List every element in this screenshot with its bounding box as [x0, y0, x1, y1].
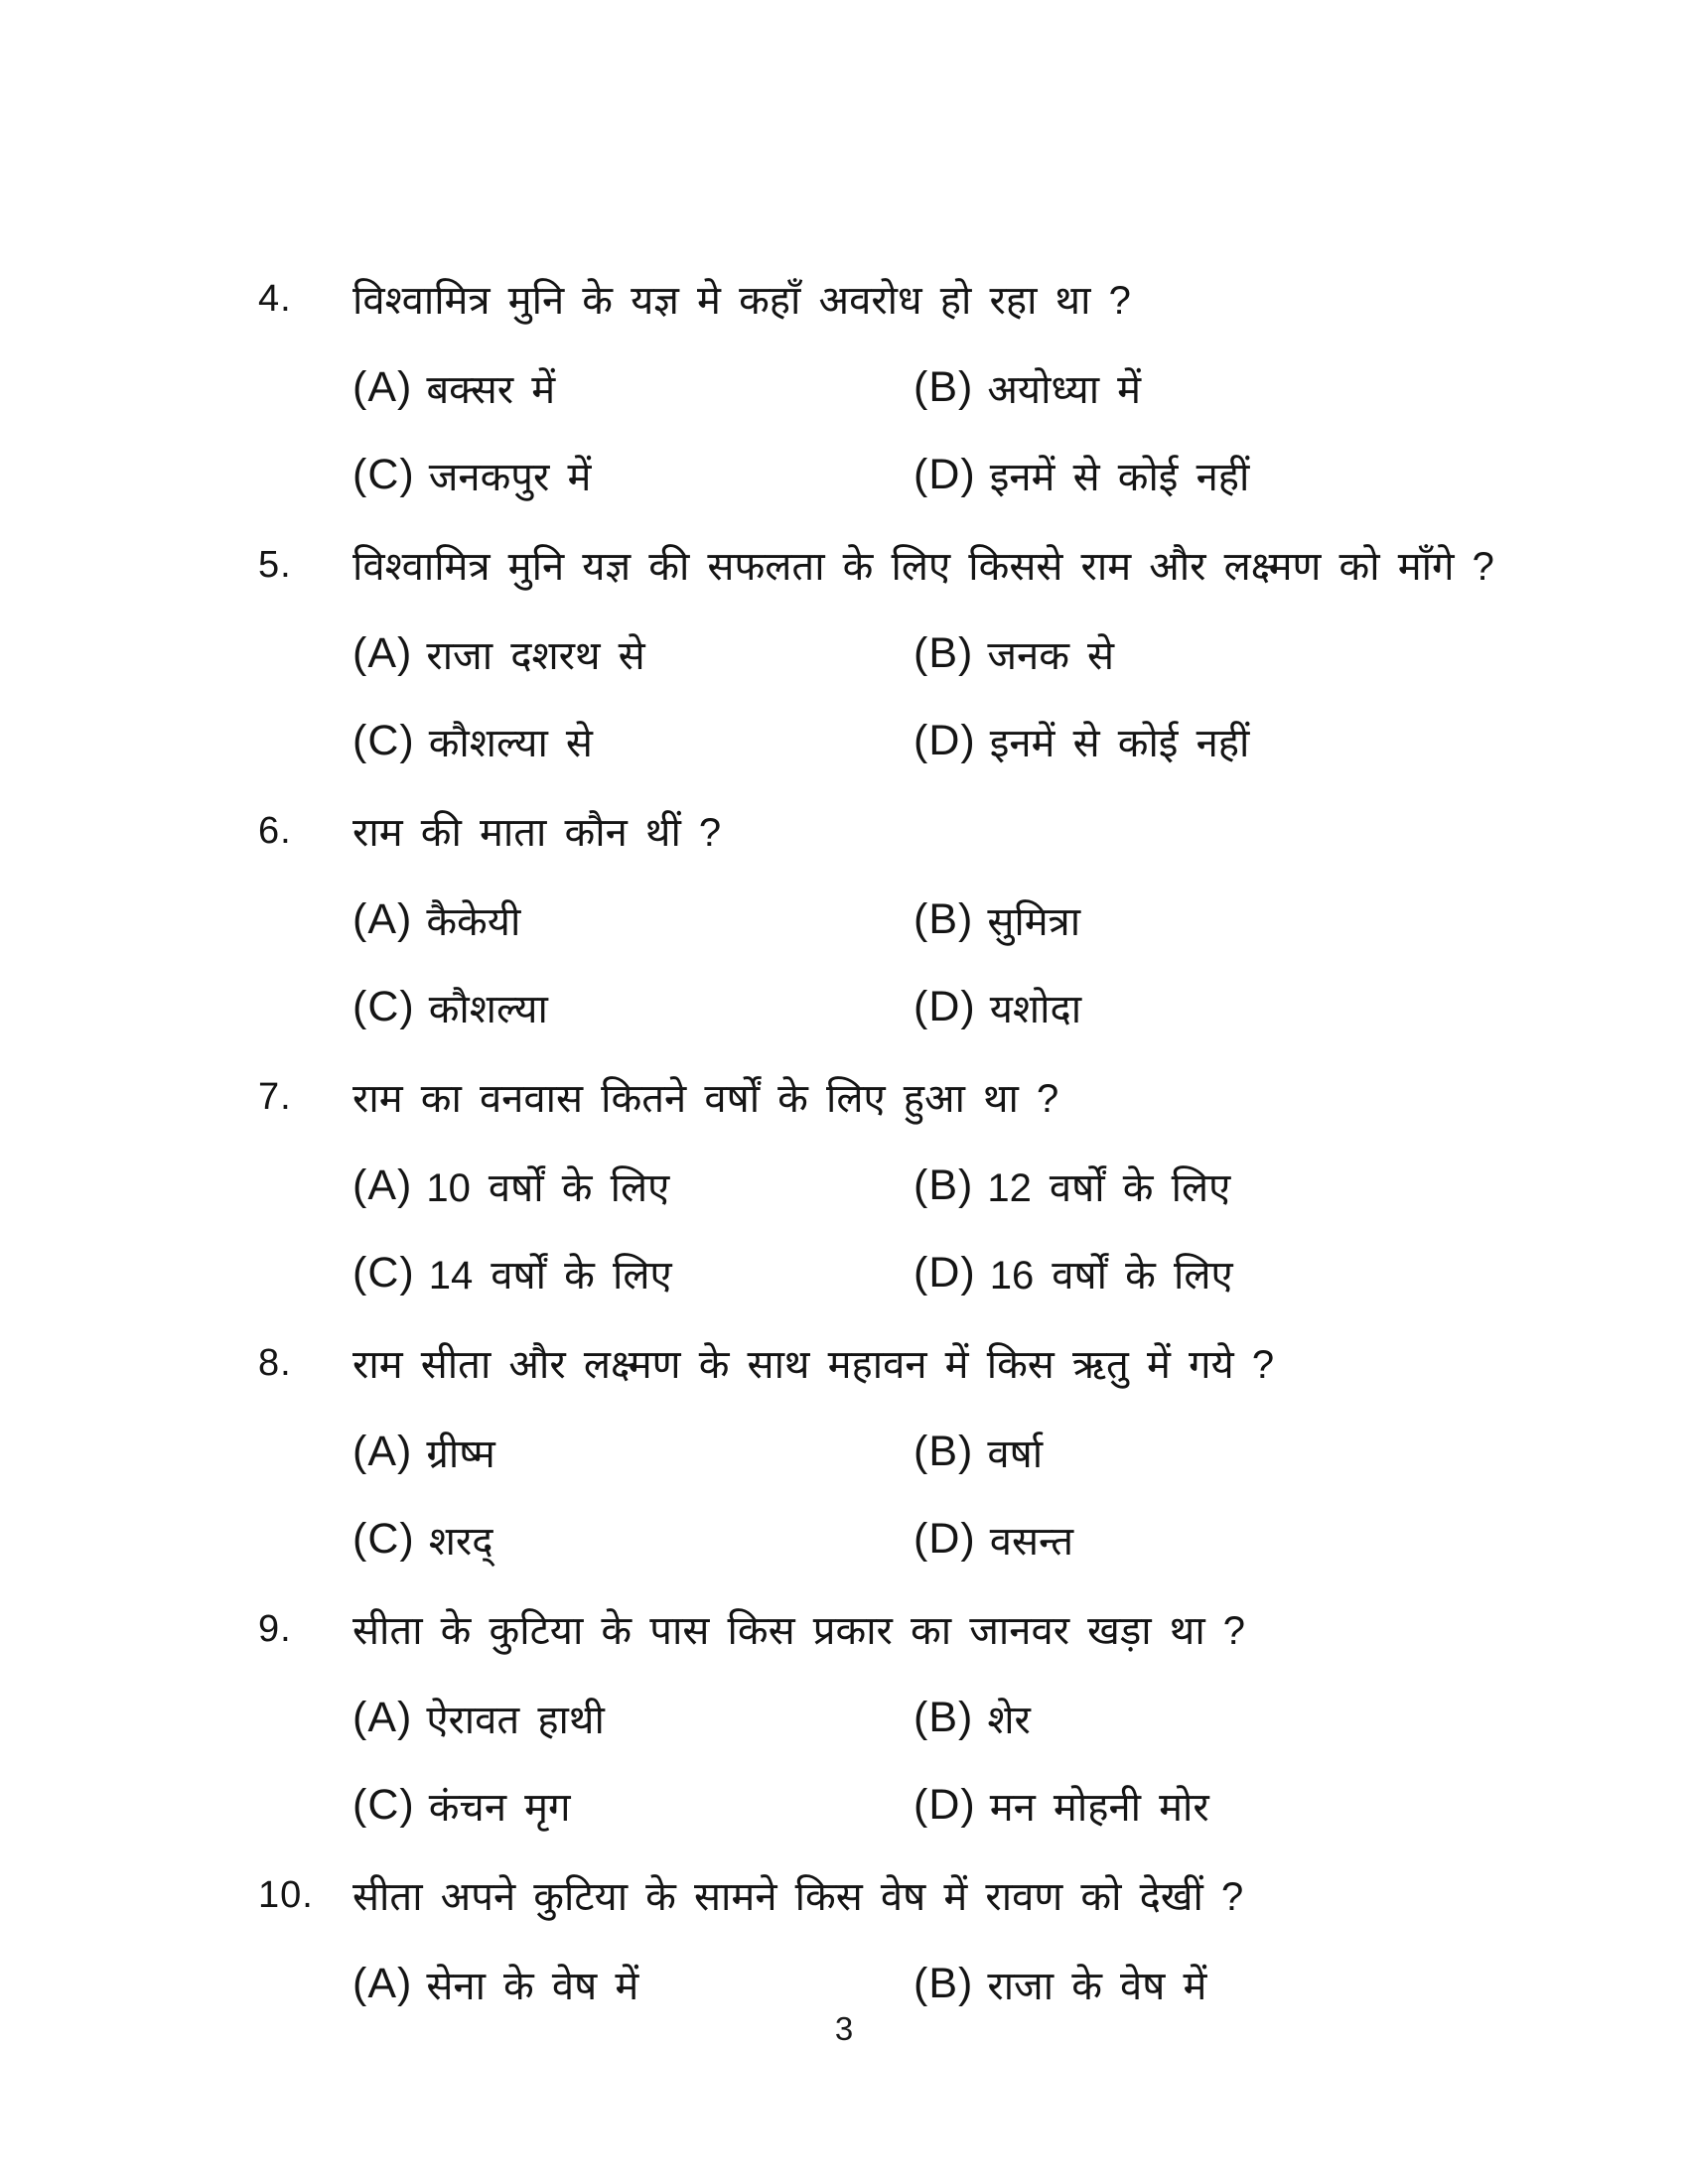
option-label: (A): [352, 1428, 413, 1475]
option-d: [914, 1251, 1569, 1338]
question-row: [258, 1342, 1569, 1430]
option-d: [914, 1783, 1569, 1870]
option-text: कौशल्या: [428, 988, 548, 1031]
option-label: (D): [914, 451, 976, 498]
page-footer: [0, 2010, 1688, 2048]
options-grid: [352, 1696, 1569, 1870]
question-row: [258, 1608, 1569, 1696]
option-text: वर्षा: [987, 1433, 1044, 1476]
question-number: 8.: [258, 1342, 292, 1384]
option-text: ग्रीष्म: [426, 1433, 495, 1476]
option-b: [914, 1163, 1569, 1251]
question-text: विश्वामित्र मुनि के यज्ञ मे कहाँ अवरोध हो रहा था ?: [352, 279, 1131, 323]
question-text: राम सीता और लक्ष्मण के साथ महावन में किस ऋतु में गये ?: [352, 1343, 1275, 1387]
options-grid: [352, 631, 1569, 806]
option-label: (C): [352, 1249, 415, 1297]
page-number: 3: [834, 2010, 854, 2047]
option-text: यशोदा: [989, 988, 1082, 1031]
question-block-7: [258, 1076, 1569, 1338]
option-b: [914, 631, 1569, 719]
options-grid: [352, 365, 1569, 540]
option-text: अयोध्या में: [987, 368, 1142, 412]
options-grid: [352, 1430, 1569, 1604]
question-text: सीता अपने कुटिया के सामने किस वेष में रावण को देखीं ?: [352, 1875, 1244, 1919]
question-block-9: [258, 1608, 1569, 1870]
option-label: (A): [352, 1960, 413, 2007]
options-grid: [352, 1163, 1569, 1338]
option-d: [914, 719, 1569, 806]
question-number: 5.: [258, 544, 292, 586]
option-label: (D): [914, 717, 976, 764]
option-label: (A): [352, 895, 413, 943]
question-row: [258, 1874, 1569, 1962]
question-text: विश्वामित्र मुनि यज्ञ की सफलता के लिए किससे राम और लक्ष्मण को माँगे ?: [352, 545, 1494, 589]
options-grid: [352, 897, 1569, 1072]
option-a: [352, 631, 914, 719]
option-c: [352, 719, 914, 806]
option-text: राजा के वेष में: [987, 1965, 1207, 2008]
question-row: [258, 1076, 1569, 1163]
question-block-5: [258, 544, 1569, 806]
question-number: 9.: [258, 1608, 292, 1650]
question-number: 6.: [258, 810, 292, 852]
option-label: (B): [914, 895, 974, 943]
question-row: [258, 544, 1569, 631]
question-row: [258, 810, 1569, 897]
question-block-6: [258, 810, 1569, 1072]
question-list: [258, 278, 1569, 2049]
option-text: सुमित्रा: [987, 900, 1081, 944]
option-c: [352, 1251, 914, 1338]
option-b: [914, 897, 1569, 985]
option-label: (C): [352, 717, 415, 764]
option-text: जनकपुर में: [428, 456, 592, 499]
option-label: (B): [914, 1960, 974, 2007]
option-text: कौशल्या से: [428, 722, 593, 765]
option-a: [352, 897, 914, 985]
option-text: राजा दशरथ से: [426, 634, 645, 678]
option-label: (D): [914, 1515, 976, 1563]
option-text: मन मोहनी मोर: [989, 1786, 1209, 1830]
option-text: शरद्: [428, 1520, 493, 1564]
option-text: ऐरावत हाथी: [426, 1699, 605, 1742]
option-text: इनमें से कोई नहीं: [989, 456, 1250, 499]
option-c: [352, 1517, 914, 1604]
question-text: सीता के कुटिया के पास किस प्रकार का जानवर खड़ा था ?: [352, 1609, 1246, 1653]
option-text: जनक से: [987, 634, 1115, 678]
option-label: (D): [914, 983, 976, 1030]
option-label: (B): [914, 363, 974, 411]
question-number: 7.: [258, 1076, 292, 1118]
option-text: कंचन मृग: [428, 1786, 571, 1830]
option-text: इनमें से कोई नहीं: [989, 722, 1250, 765]
option-text: सेना के वेष में: [426, 1965, 639, 2008]
option-label: (A): [352, 1161, 413, 1209]
option-b: [914, 1696, 1569, 1783]
question-block-4: [258, 278, 1569, 540]
question-block-8: [258, 1342, 1569, 1604]
option-c: [352, 985, 914, 1072]
question-number: 10.: [258, 1874, 314, 1916]
option-a: [352, 1163, 914, 1251]
option-text: कैकेयी: [426, 900, 521, 944]
option-label: (C): [352, 451, 415, 498]
option-d: [914, 1517, 1569, 1604]
option-label: (B): [914, 1694, 974, 1741]
option-label: (A): [352, 629, 413, 677]
question-number: 4.: [258, 278, 292, 320]
question-text: राम की माता कौन थीं ?: [352, 811, 722, 855]
option-d: [914, 453, 1569, 540]
option-label: (A): [352, 363, 413, 411]
option-d: [914, 985, 1569, 1072]
option-text: 10 वर्षों के लिए: [426, 1166, 670, 1210]
option-c: [352, 1783, 914, 1870]
option-label: (B): [914, 1161, 974, 1209]
option-text: 16 वर्षों के लिए: [989, 1254, 1233, 1297]
option-a: [352, 365, 914, 453]
option-label: (B): [914, 1428, 974, 1475]
option-text: 14 वर्षों के लिए: [428, 1254, 672, 1297]
option-label: (B): [914, 629, 974, 677]
option-label: (C): [352, 1515, 415, 1563]
option-b: [914, 365, 1569, 453]
option-text: 12 वर्षों के लिए: [987, 1166, 1231, 1210]
option-label: (C): [352, 983, 415, 1030]
option-text: बक्सर में: [426, 368, 556, 412]
question-text: राम का वनवास कितने वर्षों के लिए हुआ था ?: [352, 1077, 1059, 1121]
option-a: [352, 1696, 914, 1783]
option-a: [352, 1430, 914, 1517]
option-c: [352, 453, 914, 540]
option-text: शेर: [987, 1699, 1031, 1742]
option-b: [914, 1430, 1569, 1517]
option-label: (D): [914, 1249, 976, 1297]
question-row: [258, 278, 1569, 365]
option-label: (D): [914, 1781, 976, 1829]
option-label: (A): [352, 1694, 413, 1741]
option-label: (C): [352, 1781, 415, 1829]
option-text: वसन्त: [989, 1520, 1074, 1564]
